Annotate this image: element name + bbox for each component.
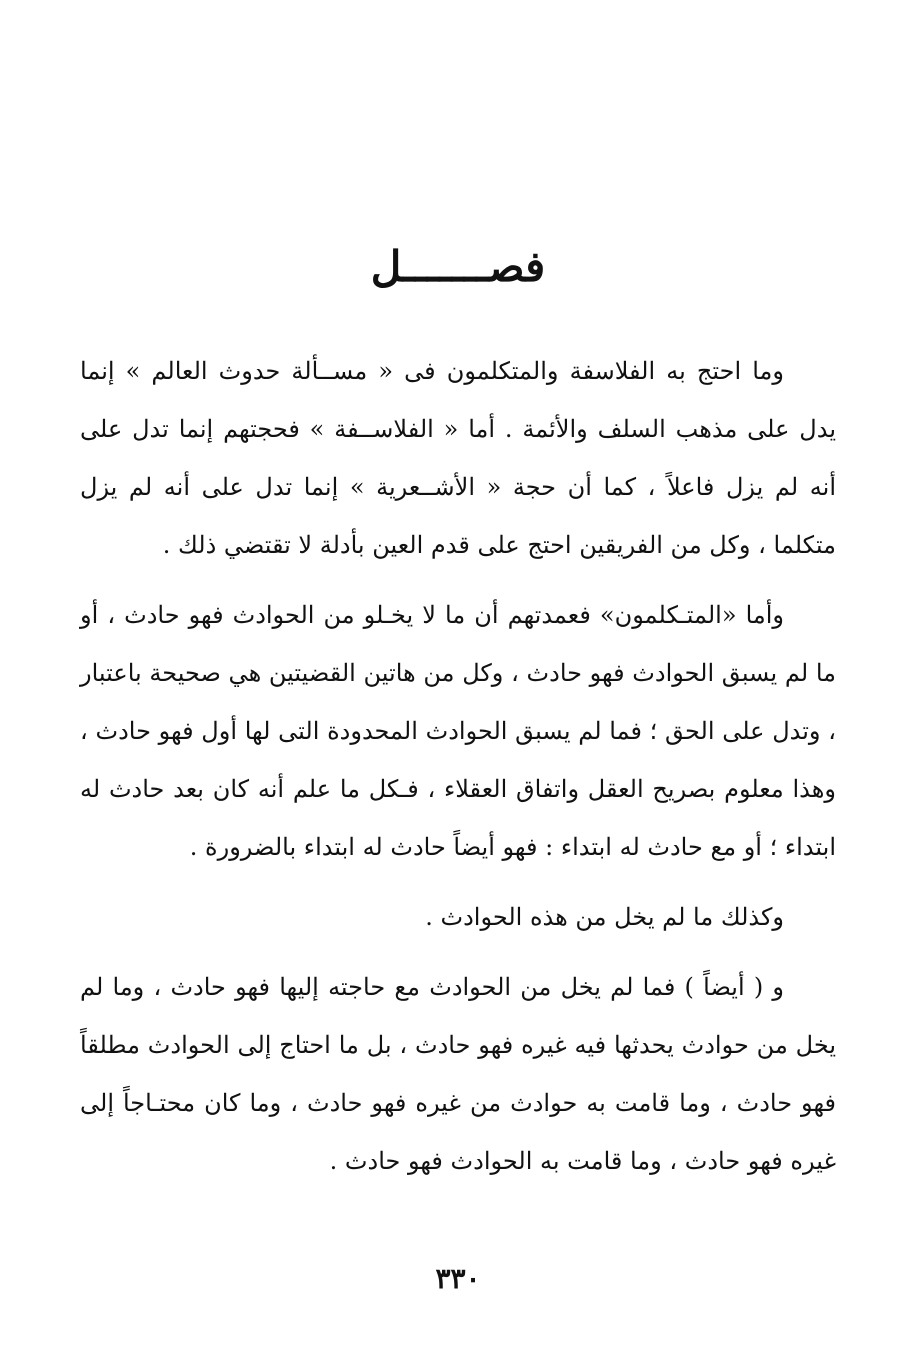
paragraph: وأما «المتـكلمون» فعمدتهم أن ما لا يخـلو من الحوادث فهو حادث ، أو ما لم يسبق الحوادث فهو حادث ، وكل من هاتين القضيتين هي صحيحة باعتبار ، وتدل على الحق ؛ فما لم يسبق الحوادث المحدودة التى لها أول فهو حادث ، وهذا معلوم بصريح العقل واتفاق العقلاء ، فـكل ما علم أنه كان بعد حادث له ابتداء ؛ أو مع حادث له ابتداء : فهو أيضاً حادث له ابتداء بالضرورة . (80, 601, 836, 861)
paragraph: وكذلك ما لم يخل من هذه الحوادث . (425, 903, 784, 931)
page-number: ٣٣٠ (435, 1262, 481, 1295)
paragraph: وما احتج به الفلاسفة والمتكلمون فى « مســألة حدوث العالم » إنما يدل على مذهب السلف والأئمة . أما « الفلاســفة » فحجتهم إنما تدل على أنه لم يزل فاعلاً ، كما أن حجة « الأشــعرية » إنما تدل على أنه لم يزل متكلما ، وكل من الفريقين احتج على قدم العين بأدلة لا تقتضي ذلك . (80, 357, 836, 559)
section-heading: فصـــــــل (370, 242, 546, 291)
paragraph: و ( أيضاً ) فما لم يخل من الحوادث مع حاجته إليها فهو حادث ، وما لم يخل من حوادث يحدثها فيه غيره فهو حادث ، بل ما احتاج إلى الحوادث مطلقاً فهو حادث ، وما قامت به حوادث من غيره فهو حادث ، وما كان محتـاجاً إلى غيره فهو حادث ، وما قامت به الحوادث فهو حادث . (80, 973, 836, 1175)
body-text (80, 342, 836, 1190)
